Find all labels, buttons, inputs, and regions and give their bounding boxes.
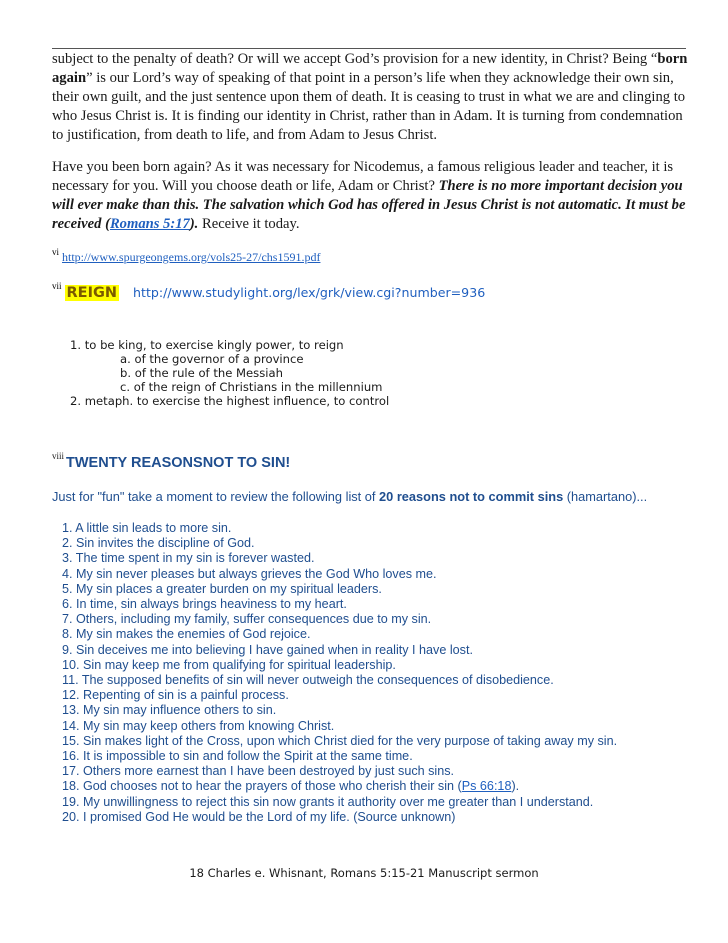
list-item: 20. I promised God He would be the Lord of my life. (Source unknown) <box>62 809 456 824</box>
list-item <box>62 779 617 794</box>
definition-item: 2. metaph. to exercise the highest influence, to control <box>70 394 390 408</box>
list-item: 8. My sin makes the enemies of God rejoice. <box>62 627 311 642</box>
list-item: 13. My sin may influence others to sin. <box>62 703 277 718</box>
list-item: 5. My sin places a greater burden on my spiritual leaders. <box>62 581 382 596</box>
spurgeon-gems-link[interactable]: http://www.spurgeongems.org/vols25-27/chs1591.pdf <box>62 250 321 264</box>
paragraph-call-to-decision <box>52 158 688 234</box>
list-item: 3. The time spent in my sin is forever wasted. <box>62 551 315 566</box>
paragraph2-emphasis-close: ). <box>189 216 199 232</box>
list-item: 15. Sin makes light of the Cross, upon which Christ died for the very purpose of taking away my sin. <box>62 733 618 748</box>
studylight-link[interactable]: http://www.studylight.org/lex/grk/view.cgi?number=936 <box>133 285 486 300</box>
definition-item: 1. to be king, to exercise kingly power, to reign <box>70 338 344 352</box>
paragraph2-emphasis: There is no more important decision you will ever make than this. The salvation which God has offered in Jesus Christ is not automatic. It must be received ( <box>52 178 686 232</box>
list-item: 12. Repenting of sin is a painful process. <box>62 688 289 703</box>
paragraph2-text: Have you been born again? As it was necessary for Nicodemus, a famous religious leader and teacher, it is necessary for you. Will you choose death or life, Adam or Christ? <box>52 159 674 194</box>
footnote-vii-marker: vii <box>52 281 62 291</box>
footnote-viii-marker: viii <box>52 451 65 461</box>
paragraph1-text-end: ” is our Lord’s way of speaking of that point in a person’s life when they acknowledge their own sin, their own guilt, and the just sentence upon them of death. It is ceasing to trust in what we are and clinging to who Jesus Christ is. It is finding our identity in Christ, rather than in Adam. It is turning from condemnation to justification, from death to life, and from Adam to Jesus Christ. <box>52 70 686 143</box>
list-item: 7. Others, including my family, suffer consequences due to my sin. <box>62 612 432 627</box>
list-item: 19. My unwillingness to reject this sin now grants it authority over me greater than I understand. <box>62 794 594 809</box>
list-item: 2. Sin invites the discipline of God. <box>62 536 255 551</box>
psalm-66-18-link[interactable]: Ps 66:18 <box>461 779 512 794</box>
reasons-intro <box>52 489 647 504</box>
footnote-vi <box>52 247 321 265</box>
list-item: 1. A little sin leads to more sin. <box>62 521 232 535</box>
footnote-vii <box>52 281 486 302</box>
list-item: 4. My sin never pleases but always grieves the God Who loves me. <box>62 566 437 581</box>
intro-end: (hamartano)... <box>563 489 648 504</box>
page-footer: 18 Charles e. Whisnant, Romans 5:15-21 Manuscript sermon <box>189 866 539 880</box>
twenty-reasons-heading <box>52 451 291 471</box>
definition-subitem: b. of the rule of the Messiah <box>120 366 283 380</box>
heading-text: TWENTY REASONSNOT TO SIN! <box>66 455 291 471</box>
definition-subitem: c. of the reign of Christians in the millennium <box>120 380 383 394</box>
list-item: 6. In time, sin always brings heaviness to my heart. <box>62 597 347 612</box>
romans-5-17-link[interactable]: Romans 5:17 <box>109 216 190 232</box>
reason18-text: 18. God chooses not to hear the prayers of those who cherish their sin ( <box>62 779 462 794</box>
list-item: 9. Sin deceives me into believing I have gained when in reality I have lost. <box>62 642 473 657</box>
paragraph1-text-start: subject to the penalty of death? Or will we accept God’s provision for a new identity, in Christ? Being “ <box>52 51 658 67</box>
paragraph2-end: Receive it today. <box>198 216 300 232</box>
list-item: 16. It is impossible to sin and follow the Spirit at the same time. <box>62 749 413 764</box>
list-item: 14. My sin may keep others from knowing Christ. <box>62 718 335 733</box>
header-rule <box>52 48 686 49</box>
intro-text: Just for "fun" take a moment to review the following list of <box>52 489 380 504</box>
reign-word: REIGN <box>66 285 118 301</box>
list-item: 17. Others more earnest than I have been destroyed by just such sins. <box>62 764 455 779</box>
list-item: 10. Sin may keep me from qualifying for spiritual leadership. <box>62 657 396 672</box>
paragraph-born-again <box>52 50 688 145</box>
reason18-close: ). <box>511 779 520 794</box>
list-item: 11. The supposed benefits of sin will never outweigh the consequences of disobedience. <box>62 673 554 688</box>
reign-definitions <box>70 338 389 408</box>
definition-subitem: a. of the governor of a province <box>120 352 304 366</box>
born-again-term: born again <box>52 51 688 86</box>
intro-bold: 20 reasons not to commit sins <box>379 489 564 504</box>
reasons-list <box>62 521 617 825</box>
footnote-vi-marker: vi <box>52 247 60 257</box>
